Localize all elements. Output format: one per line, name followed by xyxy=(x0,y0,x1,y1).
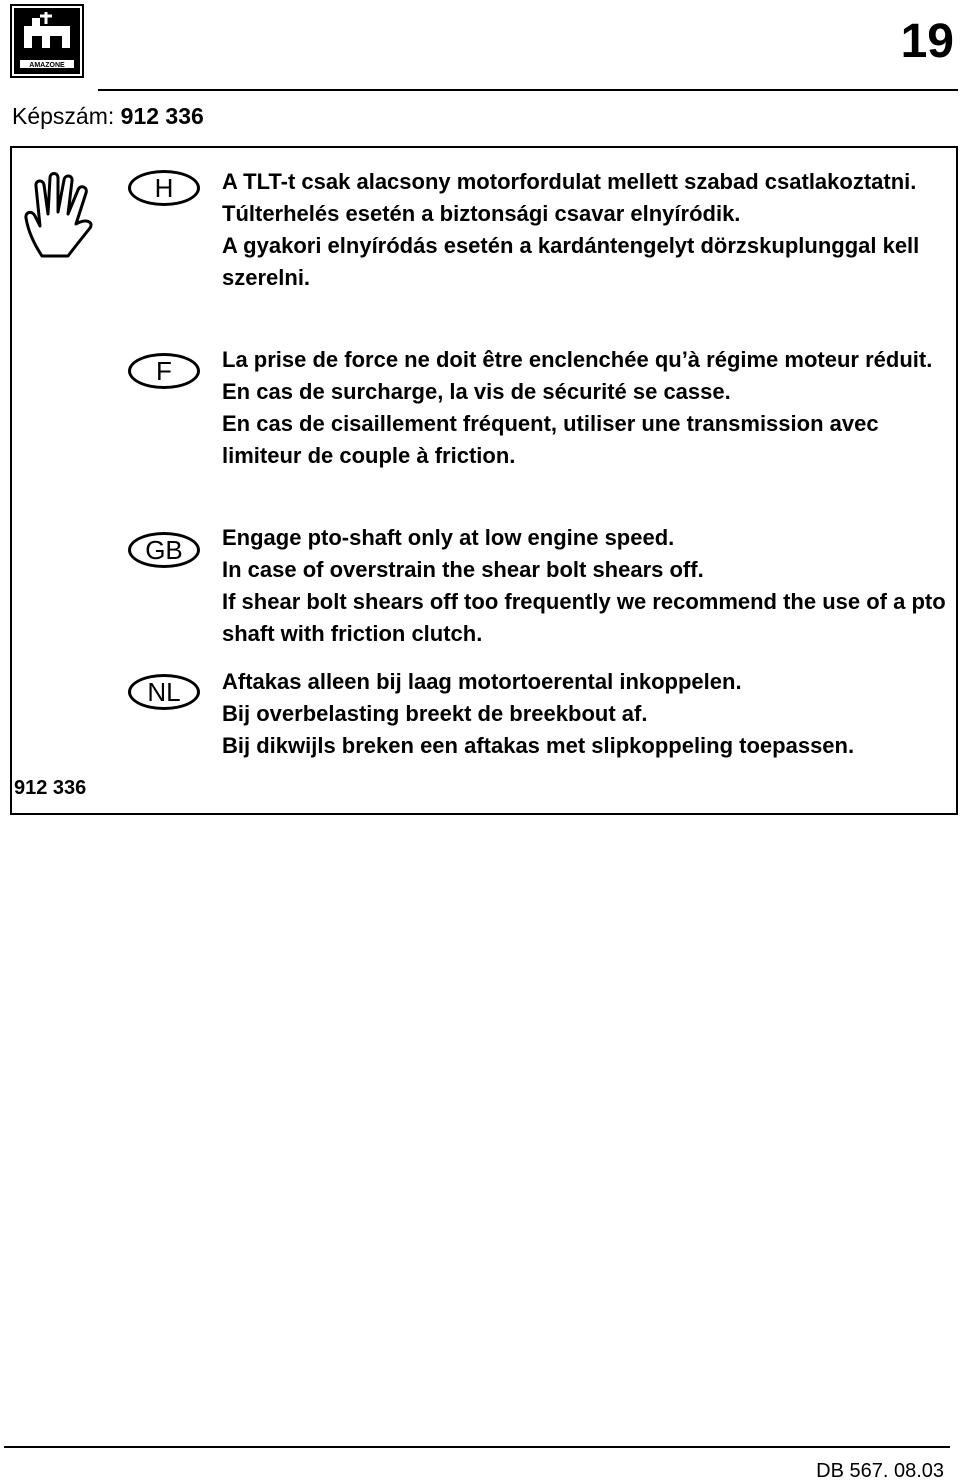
page-number: 19 xyxy=(900,15,954,68)
text-line: En cas de cisaillement fréquent, utiliser une transmission avec limiteur de couple à friction. xyxy=(222,411,879,468)
svg-text:AMAZONE: AMAZONE xyxy=(29,62,65,69)
lang-badge-nl: NL xyxy=(128,674,200,710)
lang-text-nl xyxy=(222,666,957,762)
text-line: Aftakas alleen bij laag motortoerental inkoppelen. xyxy=(222,669,742,694)
amazone-logo xyxy=(10,4,84,78)
lang-badge-h: H xyxy=(128,170,200,206)
lang-text-gb xyxy=(222,522,957,650)
warning-panel xyxy=(10,146,958,815)
image-number xyxy=(12,101,204,131)
text-line: La prise de force ne doit être enclenchée qu’à régime moteur réduit. xyxy=(222,347,933,372)
lang-badge-f: F xyxy=(128,353,200,389)
text-line: Túlterhelés esetén a biztonsági csavar elnyíródik. xyxy=(222,201,741,226)
header-rule xyxy=(98,89,958,91)
lang-text-f xyxy=(222,344,957,472)
amazone-logo-icon xyxy=(10,4,84,78)
image-number-value: 912 336 xyxy=(120,103,204,129)
text-line: A TLT-t csak alacsony motorfordulat mellett szabad csatlakoztatni. xyxy=(222,169,917,194)
lang-text-h xyxy=(222,166,957,294)
image-number-label: Képszám: xyxy=(12,103,115,129)
text-line: Engage pto-shaft only at low engine speed. xyxy=(222,525,675,550)
hand-stop-icon xyxy=(20,168,100,260)
text-line: Bij dikwijls breken een aftakas met slipkoppeling toepassen. xyxy=(222,733,855,758)
text-line: En cas de surcharge, la vis de sécurité se casse. xyxy=(222,379,731,404)
lang-badge-gb: GB xyxy=(128,532,200,568)
doc-code: DB 567. 08.03 xyxy=(816,1460,944,1482)
text-line: In case of overstrain the shear bolt shears off. xyxy=(222,557,704,582)
panel-code: 912 336 xyxy=(14,777,87,799)
text-line: If shear bolt shears off too frequently we recommend the use of a pto shaft with friction clutch. xyxy=(222,589,946,646)
text-line: Bij overbelasting breekt de breekbout af. xyxy=(222,701,648,726)
footer-rule xyxy=(4,1446,950,1448)
text-line: A gyakori elnyíródás esetén a kardántengelyt dörzskuplunggal kell szerelni. xyxy=(222,233,920,290)
